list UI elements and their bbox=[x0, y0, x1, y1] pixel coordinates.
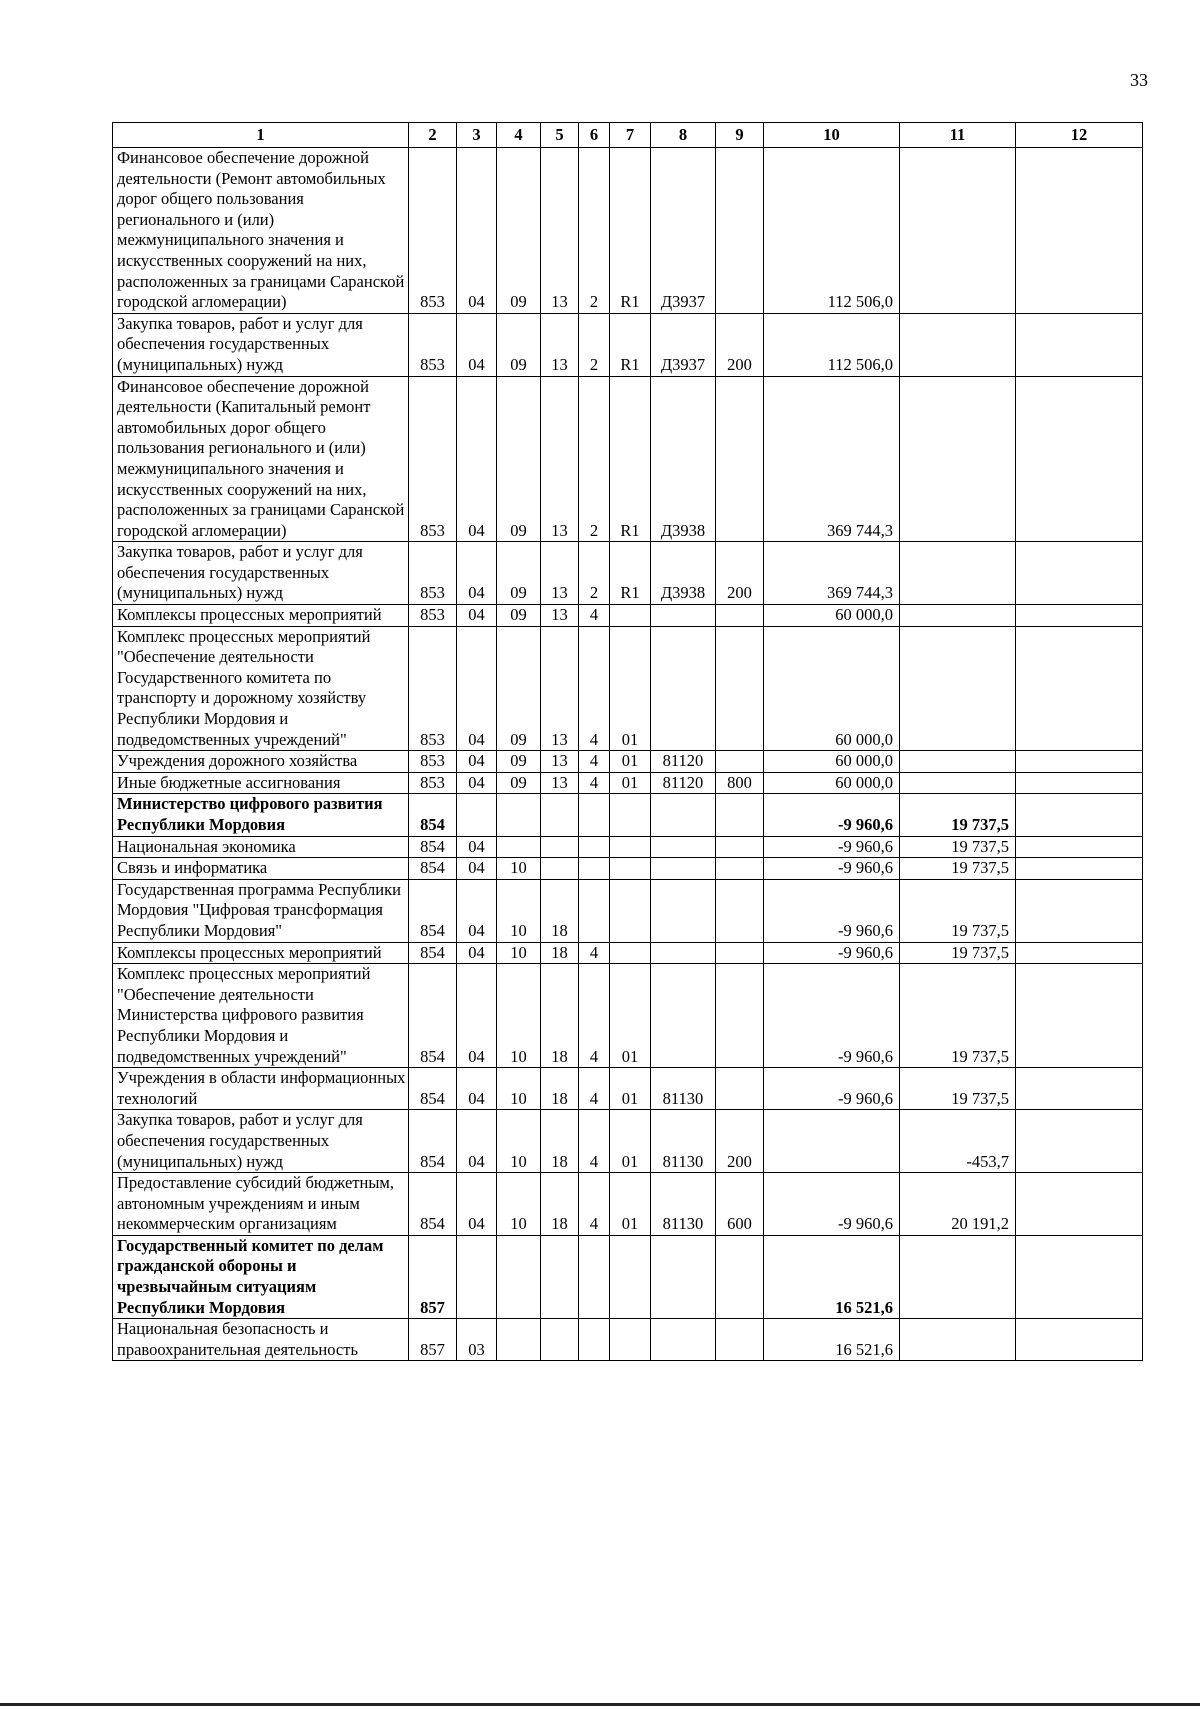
column-header-4: 4 bbox=[497, 123, 541, 148]
expense-type-cell: 800 bbox=[716, 772, 764, 794]
amount-plan-year-cell bbox=[1016, 313, 1143, 376]
amount-plan-year-cell bbox=[1016, 794, 1143, 836]
expense-type-cell bbox=[716, 605, 764, 627]
amount-next-year-cell: -453,7 bbox=[900, 1110, 1016, 1173]
subprogram-cell: 4 bbox=[579, 626, 610, 751]
event-cell: 01 bbox=[610, 626, 651, 751]
subprogram-cell bbox=[579, 836, 610, 858]
expense-type-cell bbox=[716, 858, 764, 880]
ministry-code-cell: 854 bbox=[409, 942, 457, 964]
event-cell: 01 bbox=[610, 772, 651, 794]
program-cell: 13 bbox=[541, 605, 579, 627]
table-row bbox=[113, 626, 1143, 751]
section-cell: 03 bbox=[457, 1319, 497, 1361]
expense-type-cell bbox=[716, 794, 764, 836]
direction-cell bbox=[651, 858, 716, 880]
section-cell bbox=[457, 1235, 497, 1318]
event-cell: 01 bbox=[610, 1173, 651, 1236]
expense-type-cell bbox=[716, 626, 764, 751]
subsection-cell: 09 bbox=[497, 542, 541, 605]
header-row bbox=[113, 123, 1143, 148]
row-name-cell: Финансовое обеспечение дорожной деятельности (Ремонт автомобильных дорог общего пользования регионального и (или) межмуниципального значения и искусственных сооружений на них, расположенных за границами Саранской городской агломерации) bbox=[113, 148, 409, 314]
subsection-cell: 09 bbox=[497, 148, 541, 314]
event-cell bbox=[610, 1235, 651, 1318]
amount-next-year-cell bbox=[900, 542, 1016, 605]
column-header-1: 1 bbox=[113, 123, 409, 148]
table-row bbox=[113, 148, 1143, 314]
amount-cell: 60 000,0 bbox=[764, 772, 900, 794]
amount-next-year-cell: 19 737,5 bbox=[900, 942, 1016, 964]
amount-cell: 60 000,0 bbox=[764, 626, 900, 751]
column-header-12: 12 bbox=[1016, 123, 1143, 148]
column-header-6: 6 bbox=[579, 123, 610, 148]
subprogram-cell: 4 bbox=[579, 751, 610, 773]
table-row bbox=[113, 942, 1143, 964]
amount-cell: 369 744,3 bbox=[764, 376, 900, 542]
subsection-cell: 10 bbox=[497, 858, 541, 880]
section-cell: 04 bbox=[457, 942, 497, 964]
section-cell: 04 bbox=[457, 751, 497, 773]
program-cell: 13 bbox=[541, 626, 579, 751]
expense-type-cell bbox=[716, 376, 764, 542]
program-cell: 13 bbox=[541, 148, 579, 314]
amount-cell: -9 960,6 bbox=[764, 1068, 900, 1110]
ministry-code-cell: 854 bbox=[409, 858, 457, 880]
ministry-code-cell: 853 bbox=[409, 376, 457, 542]
amount-plan-year-cell bbox=[1016, 772, 1143, 794]
ministry-code-cell: 853 bbox=[409, 148, 457, 314]
row-name-cell: Закупка товаров, работ и услуг для обеспечения государственных (муниципальных) нужд bbox=[113, 542, 409, 605]
subsection-cell: 10 bbox=[497, 879, 541, 942]
row-name-cell: Комплекс процессных мероприятий "Обеспечение деятельности Государственного комитета по транспорту и дорожному хозяйству Республики Мордовия и подведомственных учреждений" bbox=[113, 626, 409, 751]
program-cell bbox=[541, 1235, 579, 1318]
row-name-cell: Предоставление субсидий бюджетным, автономным учреждениям и иным некоммерческим организациям bbox=[113, 1173, 409, 1236]
amount-cell: 60 000,0 bbox=[764, 751, 900, 773]
amount-next-year-cell: 19 737,5 bbox=[900, 858, 1016, 880]
subprogram-cell bbox=[579, 794, 610, 836]
table-row bbox=[113, 1319, 1143, 1361]
amount-next-year-cell bbox=[900, 626, 1016, 751]
expense-type-cell bbox=[716, 836, 764, 858]
ministry-code-cell: 854 bbox=[409, 1068, 457, 1110]
section-cell: 04 bbox=[457, 964, 497, 1068]
row-name-cell: Иные бюджетные ассигнования bbox=[113, 772, 409, 794]
bottom-rule bbox=[0, 1703, 1200, 1706]
amount-next-year-cell: 19 737,5 bbox=[900, 964, 1016, 1068]
event-cell: 01 bbox=[610, 964, 651, 1068]
row-name-cell: Связь и информатика bbox=[113, 858, 409, 880]
table-row bbox=[113, 313, 1143, 376]
amount-plan-year-cell bbox=[1016, 1110, 1143, 1173]
amount-next-year-cell: 19 737,5 bbox=[900, 794, 1016, 836]
amount-next-year-cell bbox=[900, 751, 1016, 773]
direction-cell: 81120 bbox=[651, 772, 716, 794]
row-name-cell: Комплекс процессных мероприятий "Обеспечение деятельности Министерства цифрового развития Республики Мордовия и подведомственных учреждений" bbox=[113, 964, 409, 1068]
page-number: 33 bbox=[1130, 70, 1148, 90]
row-name-cell: Государственный комитет по делам гражданской обороны и чрезвычайным ситуациям Республики Мордовия bbox=[113, 1235, 409, 1318]
direction-cell bbox=[651, 942, 716, 964]
subsection-cell bbox=[497, 836, 541, 858]
ministry-code-cell: 857 bbox=[409, 1235, 457, 1318]
ministry-code-cell: 853 bbox=[409, 751, 457, 773]
amount-plan-year-cell bbox=[1016, 1235, 1143, 1318]
subsection-cell: 09 bbox=[497, 313, 541, 376]
amount-plan-year-cell bbox=[1016, 858, 1143, 880]
row-name-cell: Комплексы процессных мероприятий bbox=[113, 605, 409, 627]
subprogram-cell: 2 bbox=[579, 376, 610, 542]
subsection-cell: 10 bbox=[497, 1110, 541, 1173]
ministry-code-cell: 854 bbox=[409, 1173, 457, 1236]
amount-cell: 60 000,0 bbox=[764, 605, 900, 627]
expense-type-cell bbox=[716, 1068, 764, 1110]
table-row bbox=[113, 1235, 1143, 1318]
amount-next-year-cell bbox=[900, 1319, 1016, 1361]
amount-next-year-cell bbox=[900, 772, 1016, 794]
table-row bbox=[113, 879, 1143, 942]
amount-plan-year-cell bbox=[1016, 1173, 1143, 1236]
event-cell bbox=[610, 836, 651, 858]
expense-type-cell bbox=[716, 751, 764, 773]
direction-cell bbox=[651, 794, 716, 836]
amount-plan-year-cell bbox=[1016, 605, 1143, 627]
amount-plan-year-cell bbox=[1016, 879, 1143, 942]
subprogram-cell bbox=[579, 879, 610, 942]
program-cell bbox=[541, 858, 579, 880]
amount-cell: 112 506,0 bbox=[764, 313, 900, 376]
program-cell: 18 bbox=[541, 1110, 579, 1173]
ministry-code-cell: 853 bbox=[409, 626, 457, 751]
ministry-code-cell: 853 bbox=[409, 313, 457, 376]
amount-plan-year-cell bbox=[1016, 836, 1143, 858]
row-name-cell: Учреждения в области информационных технологий bbox=[113, 1068, 409, 1110]
expense-type-cell: 200 bbox=[716, 542, 764, 605]
subsection-cell: 10 bbox=[497, 964, 541, 1068]
direction-cell: Д3938 bbox=[651, 376, 716, 542]
column-header-10: 10 bbox=[764, 123, 900, 148]
event-cell bbox=[610, 879, 651, 942]
amount-next-year-cell: 19 737,5 bbox=[900, 1068, 1016, 1110]
amount-plan-year-cell bbox=[1016, 1319, 1143, 1361]
event-cell: R1 bbox=[610, 542, 651, 605]
direction-cell: 81120 bbox=[651, 751, 716, 773]
table-body bbox=[113, 148, 1143, 1361]
direction-cell bbox=[651, 1235, 716, 1318]
amount-plan-year-cell bbox=[1016, 1068, 1143, 1110]
subprogram-cell: 4 bbox=[579, 1110, 610, 1173]
subsection-cell: 09 bbox=[497, 605, 541, 627]
program-cell bbox=[541, 1319, 579, 1361]
program-cell: 13 bbox=[541, 376, 579, 542]
subprogram-cell: 4 bbox=[579, 772, 610, 794]
program-cell bbox=[541, 794, 579, 836]
section-cell: 04 bbox=[457, 772, 497, 794]
column-header-5: 5 bbox=[541, 123, 579, 148]
ministry-code-cell: 853 bbox=[409, 542, 457, 605]
column-header-3: 3 bbox=[457, 123, 497, 148]
table-row bbox=[113, 376, 1143, 542]
direction-cell: 81130 bbox=[651, 1110, 716, 1173]
event-cell bbox=[610, 605, 651, 627]
subprogram-cell: 4 bbox=[579, 942, 610, 964]
program-cell: 13 bbox=[541, 772, 579, 794]
amount-cell: 369 744,3 bbox=[764, 542, 900, 605]
program-cell: 13 bbox=[541, 751, 579, 773]
section-cell: 04 bbox=[457, 1173, 497, 1236]
amount-plan-year-cell bbox=[1016, 148, 1143, 314]
subsection-cell: 09 bbox=[497, 376, 541, 542]
program-cell: 18 bbox=[541, 1173, 579, 1236]
amount-cell: 16 521,6 bbox=[764, 1319, 900, 1361]
event-cell: 01 bbox=[610, 1068, 651, 1110]
direction-cell: 81130 bbox=[651, 1173, 716, 1236]
amount-next-year-cell bbox=[900, 1235, 1016, 1318]
expense-type-cell bbox=[716, 879, 764, 942]
table-row bbox=[113, 1173, 1143, 1236]
subprogram-cell: 2 bbox=[579, 148, 610, 314]
subprogram-cell: 2 bbox=[579, 313, 610, 376]
direction-cell: Д3937 bbox=[651, 148, 716, 314]
amount-next-year-cell bbox=[900, 376, 1016, 542]
direction-cell bbox=[651, 836, 716, 858]
row-name-cell: Государственная программа Республики Мордовия "Цифровая трансформация Республики Мордовия" bbox=[113, 879, 409, 942]
amount-next-year-cell: 19 737,5 bbox=[900, 836, 1016, 858]
amount-next-year-cell bbox=[900, 605, 1016, 627]
ministry-code-cell: 853 bbox=[409, 772, 457, 794]
amount-cell: -9 960,6 bbox=[764, 1173, 900, 1236]
ministry-code-cell: 854 bbox=[409, 836, 457, 858]
table-row bbox=[113, 772, 1143, 794]
subprogram-cell: 4 bbox=[579, 1173, 610, 1236]
table-row bbox=[113, 751, 1143, 773]
event-cell: R1 bbox=[610, 148, 651, 314]
amount-cell: -9 960,6 bbox=[764, 794, 900, 836]
event-cell bbox=[610, 942, 651, 964]
event-cell: R1 bbox=[610, 376, 651, 542]
subsection-cell: 09 bbox=[497, 626, 541, 751]
subprogram-cell: 4 bbox=[579, 1068, 610, 1110]
expense-type-cell bbox=[716, 942, 764, 964]
amount-plan-year-cell bbox=[1016, 942, 1143, 964]
section-cell: 04 bbox=[457, 605, 497, 627]
subprogram-cell: 2 bbox=[579, 542, 610, 605]
event-cell bbox=[610, 858, 651, 880]
direction-cell bbox=[651, 1319, 716, 1361]
amount-next-year-cell: 19 737,5 bbox=[900, 879, 1016, 942]
expense-type-cell bbox=[716, 1319, 764, 1361]
event-cell bbox=[610, 1319, 651, 1361]
amount-next-year-cell: 20 191,2 bbox=[900, 1173, 1016, 1236]
event-cell: R1 bbox=[610, 313, 651, 376]
expense-type-cell: 200 bbox=[716, 313, 764, 376]
row-name-cell: Учреждения дорожного хозяйства bbox=[113, 751, 409, 773]
subsection-cell bbox=[497, 794, 541, 836]
expense-type-cell bbox=[716, 1235, 764, 1318]
subprogram-cell bbox=[579, 1319, 610, 1361]
amount-plan-year-cell bbox=[1016, 964, 1143, 1068]
amount-cell: -9 960,6 bbox=[764, 942, 900, 964]
event-cell: 01 bbox=[610, 751, 651, 773]
row-name-cell: Комплексы процессных мероприятий bbox=[113, 942, 409, 964]
section-cell: 04 bbox=[457, 626, 497, 751]
subsection-cell: 10 bbox=[497, 1068, 541, 1110]
section-cell bbox=[457, 794, 497, 836]
table-row bbox=[113, 858, 1143, 880]
event-cell: 01 bbox=[610, 1110, 651, 1173]
subsection-cell: 09 bbox=[497, 772, 541, 794]
section-cell: 04 bbox=[457, 836, 497, 858]
expense-type-cell bbox=[716, 964, 764, 1068]
column-header-8: 8 bbox=[651, 123, 716, 148]
section-cell: 04 bbox=[457, 1110, 497, 1173]
subsection-cell bbox=[497, 1235, 541, 1318]
budget-table bbox=[112, 122, 1143, 1361]
direction-cell bbox=[651, 605, 716, 627]
table-row bbox=[113, 605, 1143, 627]
expense-type-cell: 200 bbox=[716, 1110, 764, 1173]
section-cell: 04 bbox=[457, 858, 497, 880]
amount-cell bbox=[764, 1110, 900, 1173]
program-cell: 13 bbox=[541, 313, 579, 376]
amount-cell: -9 960,6 bbox=[764, 858, 900, 880]
subprogram-cell bbox=[579, 1235, 610, 1318]
subsection-cell: 09 bbox=[497, 751, 541, 773]
ministry-code-cell: 854 bbox=[409, 794, 457, 836]
direction-cell bbox=[651, 626, 716, 751]
column-header-7: 7 bbox=[610, 123, 651, 148]
amount-plan-year-cell bbox=[1016, 542, 1143, 605]
direction-cell: 81130 bbox=[651, 1068, 716, 1110]
row-name-cell: Национальная безопасность и правоохранительная деятельность bbox=[113, 1319, 409, 1361]
direction-cell: Д3937 bbox=[651, 313, 716, 376]
amount-next-year-cell bbox=[900, 313, 1016, 376]
section-cell: 04 bbox=[457, 879, 497, 942]
amount-plan-year-cell bbox=[1016, 751, 1143, 773]
program-cell: 18 bbox=[541, 1068, 579, 1110]
subprogram-cell: 4 bbox=[579, 964, 610, 1068]
ministry-code-cell: 854 bbox=[409, 1110, 457, 1173]
ministry-code-cell: 857 bbox=[409, 1319, 457, 1361]
amount-plan-year-cell bbox=[1016, 376, 1143, 542]
subprogram-cell: 4 bbox=[579, 605, 610, 627]
amount-cell: -9 960,6 bbox=[764, 964, 900, 1068]
table-row bbox=[113, 964, 1143, 1068]
row-name-cell: Министерство цифрового развития Республики Мордовия bbox=[113, 794, 409, 836]
section-cell: 04 bbox=[457, 542, 497, 605]
expense-type-cell bbox=[716, 148, 764, 314]
ministry-code-cell: 853 bbox=[409, 605, 457, 627]
direction-cell bbox=[651, 879, 716, 942]
direction-cell: Д3938 bbox=[651, 542, 716, 605]
ministry-code-cell: 854 bbox=[409, 879, 457, 942]
amount-cell: 112 506,0 bbox=[764, 148, 900, 314]
amount-cell: -9 960,6 bbox=[764, 836, 900, 858]
table-row bbox=[113, 836, 1143, 858]
subprogram-cell bbox=[579, 858, 610, 880]
direction-cell bbox=[651, 964, 716, 1068]
expense-type-cell: 600 bbox=[716, 1173, 764, 1236]
table-row bbox=[113, 1068, 1143, 1110]
amount-plan-year-cell bbox=[1016, 626, 1143, 751]
section-cell: 04 bbox=[457, 148, 497, 314]
column-header-9: 9 bbox=[716, 123, 764, 148]
column-header-11: 11 bbox=[900, 123, 1016, 148]
amount-cell: -9 960,6 bbox=[764, 879, 900, 942]
column-header-2: 2 bbox=[409, 123, 457, 148]
program-cell: 13 bbox=[541, 542, 579, 605]
amount-cell: 16 521,6 bbox=[764, 1235, 900, 1318]
subsection-cell bbox=[497, 1319, 541, 1361]
subsection-cell: 10 bbox=[497, 1173, 541, 1236]
section-cell: 04 bbox=[457, 1068, 497, 1110]
event-cell bbox=[610, 794, 651, 836]
program-cell: 18 bbox=[541, 879, 579, 942]
row-name-cell: Финансовое обеспечение дорожной деятельности (Капитальный ремонт автомобильных дорог общего пользования регионального и (или) межмуниципального значения и искусственных сооружений на них, расположенных за границами Саранской городской агломерации) bbox=[113, 376, 409, 542]
amount-next-year-cell bbox=[900, 148, 1016, 314]
row-name-cell: Закупка товаров, работ и услуг для обеспечения государственных (муниципальных) нужд bbox=[113, 1110, 409, 1173]
program-cell: 18 bbox=[541, 964, 579, 1068]
row-name-cell: Национальная экономика bbox=[113, 836, 409, 858]
ministry-code-cell: 854 bbox=[409, 964, 457, 1068]
table-row bbox=[113, 542, 1143, 605]
section-cell: 04 bbox=[457, 313, 497, 376]
subsection-cell: 10 bbox=[497, 942, 541, 964]
table-row bbox=[113, 1110, 1143, 1173]
program-cell bbox=[541, 836, 579, 858]
section-cell: 04 bbox=[457, 376, 497, 542]
program-cell: 18 bbox=[541, 942, 579, 964]
row-name-cell: Закупка товаров, работ и услуг для обеспечения государственных (муниципальных) нужд bbox=[113, 313, 409, 376]
table-row bbox=[113, 794, 1143, 836]
